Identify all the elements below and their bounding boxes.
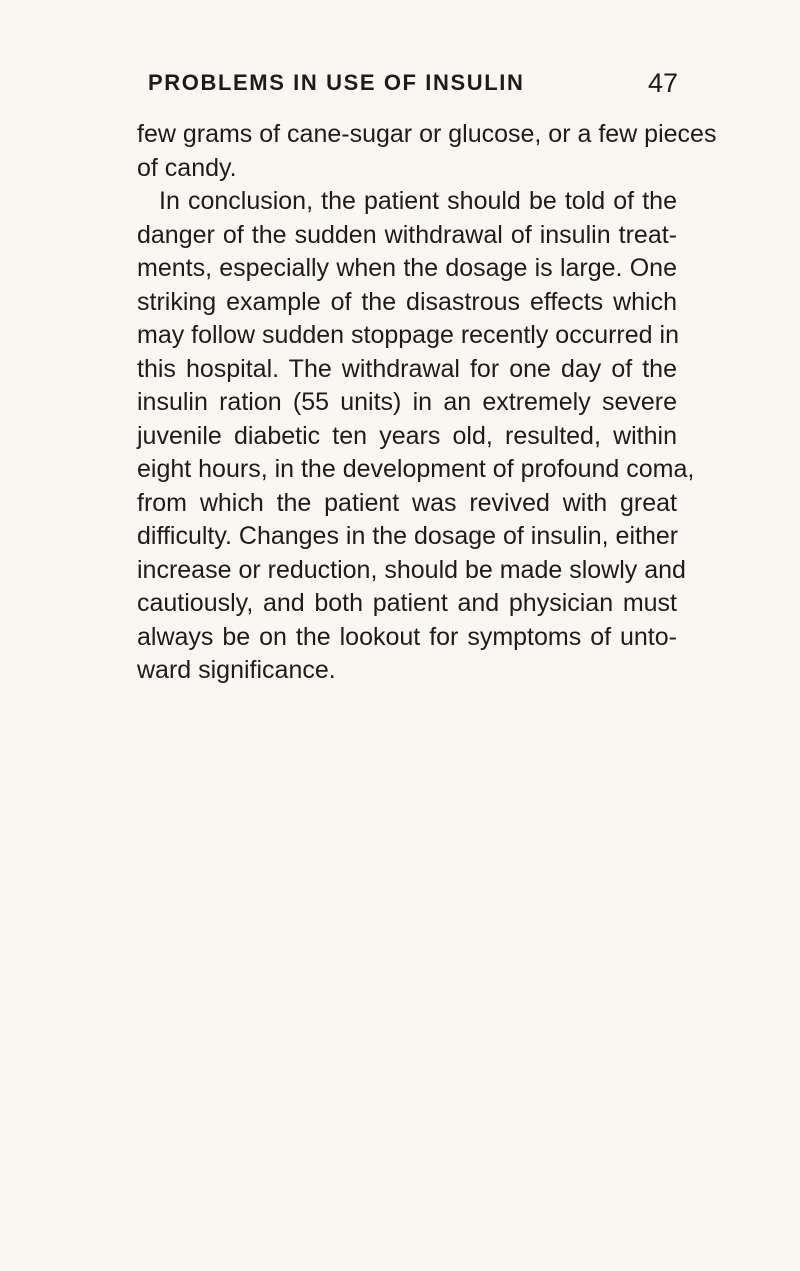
page-number: 47: [647, 68, 678, 98]
text-line: increase or reduction, should be made slowly and: [137, 555, 686, 584]
paragraph-1: [137, 118, 717, 185]
text-line: cautiously, and both patient and physician must: [137, 589, 677, 617]
text-line: danger of the sudden withdrawal of insulin treat-: [137, 220, 677, 249]
page-header: [148, 68, 678, 108]
text-line: insulin ration (55 units) in an extremely severe: [137, 388, 677, 416]
text-line: may follow sudden stoppage recently occurred in: [137, 321, 679, 349]
text-line: from which the patient was revived with great: [137, 488, 677, 517]
text-line: few grams of cane-sugar or glucose, or a few pieces: [137, 120, 717, 148]
text-line: of candy.: [137, 153, 237, 182]
text-line: ments, especially when the dosage is large. One: [137, 254, 677, 282]
text-line: ward significance.: [137, 656, 336, 684]
text-line: juvenile diabetic ten years old, resulted, within: [137, 421, 677, 450]
body-text: [137, 118, 717, 688]
text-line: eight hours, in the development of profound coma,: [137, 455, 695, 483]
running-title: PROBLEMS IN USE OF INSULIN: [148, 70, 525, 95]
text-line: this hospital. The withdrawal for one day of the: [137, 354, 677, 383]
text-line: always be on the lookout for symptoms of unto-: [137, 622, 677, 651]
text-line: In conclusion, the patient should be told of the: [159, 187, 677, 215]
text-line: striking example of the disastrous effects which: [137, 287, 677, 316]
text-line: difficulty. Changes in the dosage of insulin, either: [137, 522, 679, 550]
paragraph-2: [137, 185, 695, 688]
